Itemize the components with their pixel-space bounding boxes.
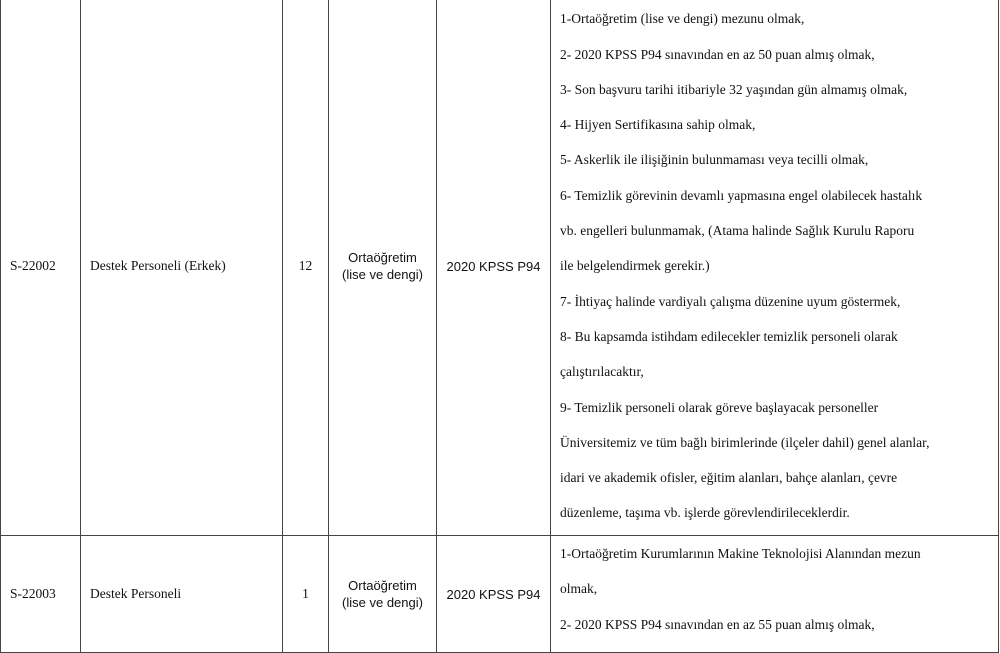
requirement-line: idari ve akademik ofisler, eğitim alanları, bahçe alanları, çevre <box>560 470 898 486</box>
requirement-line: Üniversitemiz ve tüm bağlı birimlerinde (ilçeler dahil) genel alanlar, <box>560 434 930 450</box>
education-level <box>329 0 437 536</box>
table-row <box>1 536 999 653</box>
requirement-line: çalıştırılacaktır, <box>560 364 644 380</box>
exam-type: 2020 KPSS P94 <box>437 0 551 536</box>
requirement-line: ile belgelendirmek gerekir.) <box>560 258 710 274</box>
education-line: (lise ve dengi) <box>342 595 423 610</box>
exam-type: 2020 KPSS P94 <box>437 536 551 653</box>
table-row <box>1 0 999 536</box>
education-line: (lise ve dengi) <box>342 267 423 282</box>
requirement-line: 8- Bu kapsamda istihdam edilecekler temizlik personeli olarak <box>560 328 898 344</box>
education-line: Ortaöğretim <box>348 578 417 593</box>
requirement-line: 3- Son başvuru tarihi itibariyle 32 yaşından gün almamış olmak, <box>560 81 908 97</box>
education-line: Ortaöğretim <box>348 250 417 265</box>
requirement-line: olmak, <box>560 581 598 597</box>
requirement-line: 1-Ortaöğretim (lise ve dengi) mezunu olmak, <box>560 11 805 27</box>
requirement-line: 6- Temizlik görevinin devamlı yapmasına engel olabilecek hastalık <box>560 187 923 203</box>
position-count: 12 <box>283 0 329 536</box>
requirement-line: 9- Temizlik personeli olarak göreve başlayacak personeller <box>560 399 879 415</box>
education-level <box>329 536 437 653</box>
position-count: 1 <box>283 536 329 653</box>
requirement-line: 7- İhtiyaç halinde vardiyalı çalışma düzenine uyum göstermek, <box>560 293 901 309</box>
requirement-line: 2- 2020 KPSS P94 sınavından en az 55 puan almış olmak, <box>560 616 875 632</box>
requirement-line: 2- 2020 KPSS P94 sınavından en az 50 puan almış olmak, <box>560 46 875 62</box>
position-code: S-22002 <box>1 0 81 536</box>
requirements-cell <box>551 536 999 653</box>
requirement-line: vb. engelleri bulunmamak, (Atama halinde Sağlık Kurulu Raporu <box>560 223 915 239</box>
position-code: S-22003 <box>1 536 81 653</box>
position-title: Destek Personeli <box>81 536 283 653</box>
requirements-cell <box>551 0 999 536</box>
requirement-line: 5- Askerlik ile ilişiğinin bulunmaması veya tecilli olmak, <box>560 152 869 168</box>
position-title: Destek Personeli (Erkek) <box>81 0 283 536</box>
requirement-line: düzenleme, taşıma vb. işlerde görevlendirileceklerdir. <box>560 505 850 521</box>
requirement-line: 4- Hijyen Sertifikasına sahip olmak, <box>560 117 756 133</box>
requirement-line: 1-Ortaöğretim Kurumlarının Makine Teknolojisi Alanından mezun <box>560 546 921 561</box>
